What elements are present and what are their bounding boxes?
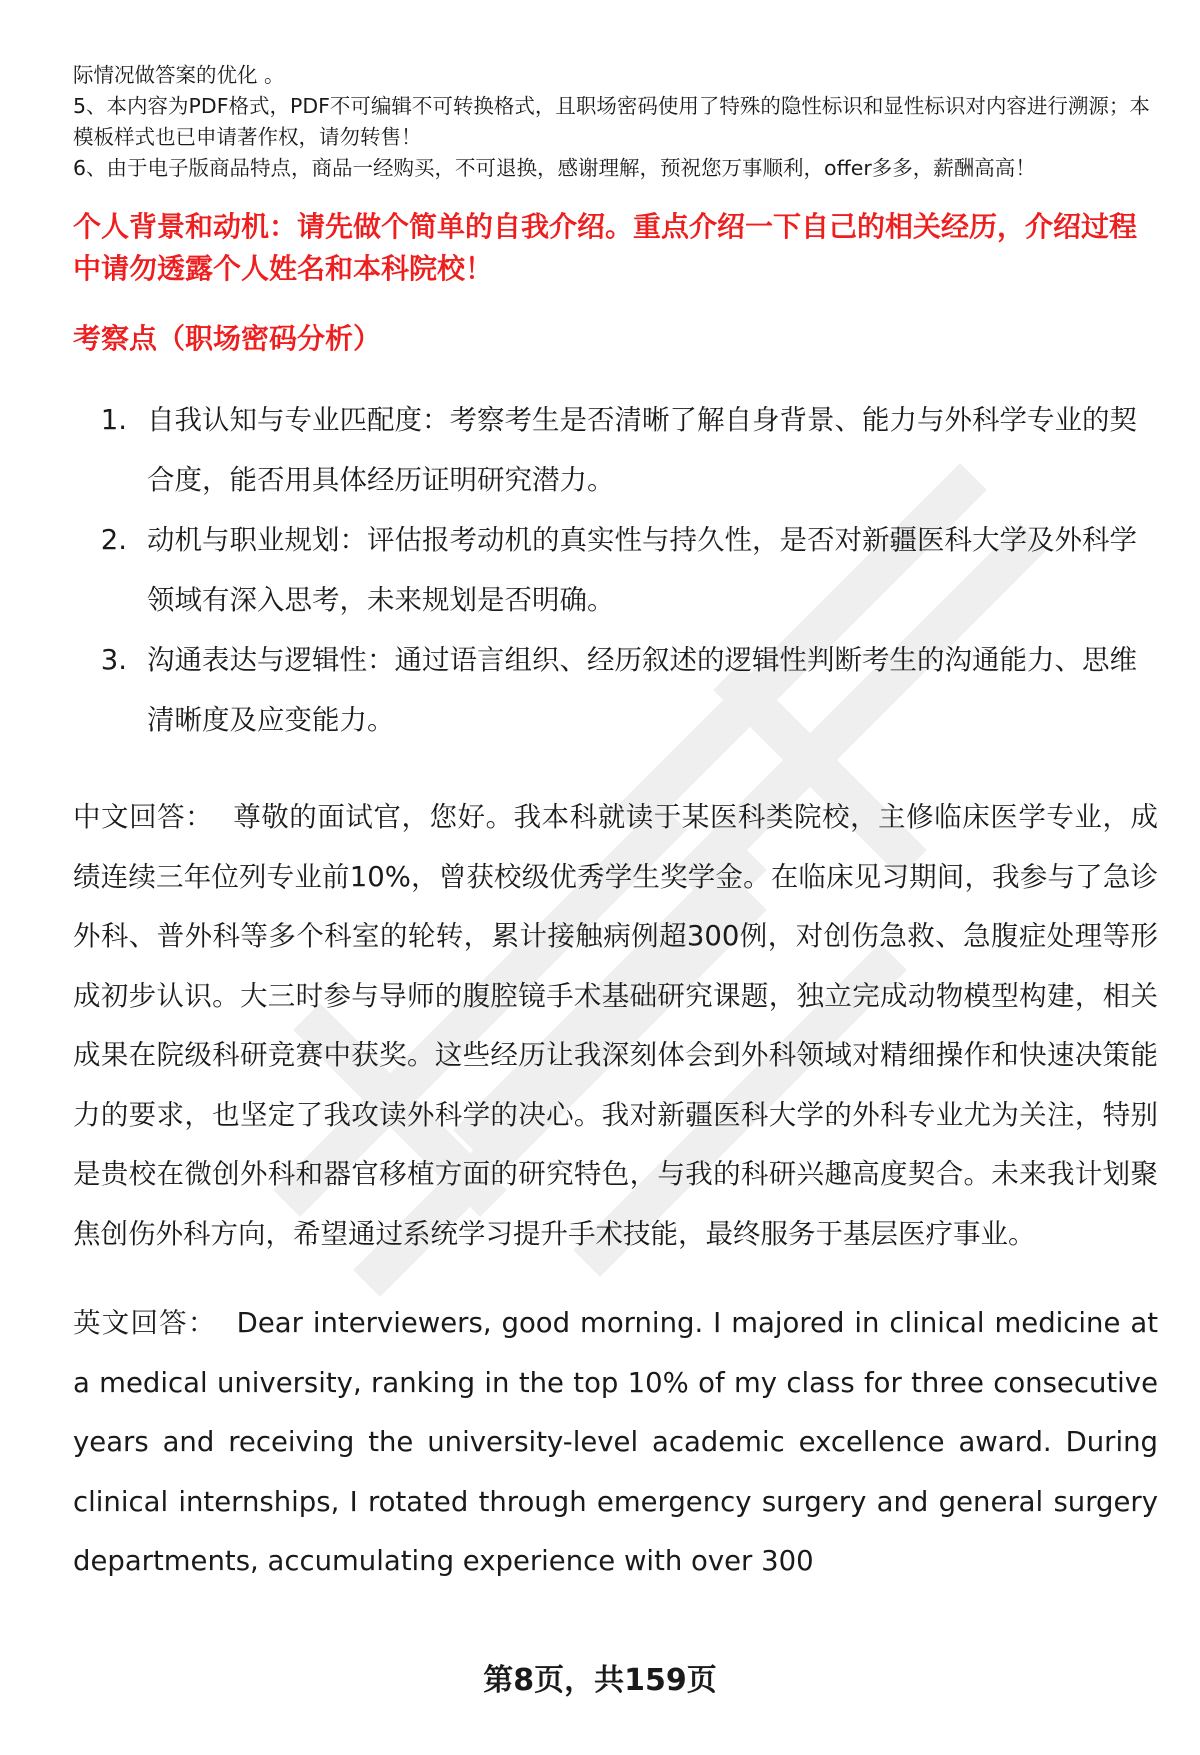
page-number: 第8页，共159页 [483, 1663, 717, 1698]
chinese-answer [73, 788, 1158, 1264]
chinese-answer-text: 尊敬的面试官，您好。我本科就读于某医科类院校，主修临床医学专业，成绩连续三年位列专业前10%，曾获校级优秀学生奖学金。在临床见习期间，我参与了急诊外科、普外科等多个科室的轮转，累计接触病例超300例，对创伤急救、急腹症处理等形成初步认识。大三时参与导师的腹腔镜手术基础研究课题，独立完成动物模型构建，相关成果在院级科研竞赛中获奖。这些经历让我深刻体会到外科领域对精细操作和快速决策能力的要求，也坚定了我攻读外科学的决心。我对新疆医科大学的外科专业尤为关注，特别是贵校在微创外科和器官移植方面的研究特色，与我的科研兴趣高度契合。未来我计划聚焦创伤外科方向，希望通过系统学习提升手术技能，最终服务于基层医疗事业。 [73, 801, 1158, 1250]
notice-item-5: 5、本内容为PDF格式，PDF不可编辑不可转换格式，且职场密码使用了特殊的隐性标识和显性标识对内容进行溯源；本模板样式也已申请著作权，请勿转售！ [73, 94, 1150, 149]
notice-line: 际情况做答案的优化 。 [73, 63, 285, 87]
notice-section [73, 60, 1158, 184]
english-answer-label: 英文回答： [73, 1307, 217, 1339]
chinese-answer-label: 中文回答： [73, 801, 214, 833]
notice-item-6: 6、由于电子版商品特点，商品一经购买，不可退换，感谢理解，预祝您万事顺利，offer多多，薪酬高高！ [73, 156, 1036, 180]
list-item-number: 2. [100, 524, 127, 556]
english-answer [73, 1294, 1158, 1592]
analysis-title: 考察点（职场密码分析） [73, 322, 382, 355]
english-answer-text: Dear interviewers, good morning. I majored in clinical medicine at a medical university, ranking in the top 10% of my class for three consecutive years and receiving the university-level academic excellence award. During clinical internships, I rotated through emergency surgery and general surgery departments, accumulating experience with over 300 [73, 1307, 1158, 1577]
list-item-number: 3. [100, 644, 127, 676]
list-item-text: 自我认知与专业匹配度：考察考生是否清晰了解自身背景、能力与外科学专业的契合度，能否用具体经历证明研究潜力。 [147, 404, 1137, 496]
list-item-text: 沟通表达与逻辑性：通过语言组织、经历叙述的逻辑性判断考生的沟通能力、思维清晰度及应变能力。 [147, 644, 1137, 736]
list-item [73, 510, 1158, 630]
question-title: 个人背景和动机：请先做个简单的自我介绍。重点介绍一下自己的相关经历，介绍过程中请勿透露个人姓名和本科院校！ [73, 210, 1138, 285]
list-item [73, 390, 1158, 510]
list-item [73, 630, 1158, 750]
document-page [73, 60, 1158, 1592]
analysis-points-list [73, 390, 1158, 750]
list-item-number: 1. [100, 404, 127, 436]
list-item-text: 动机与职业规划：评估报考动机的真实性与持久性，是否对新疆医科大学及外科学领域有深入思考，未来规划是否明确。 [147, 524, 1137, 616]
